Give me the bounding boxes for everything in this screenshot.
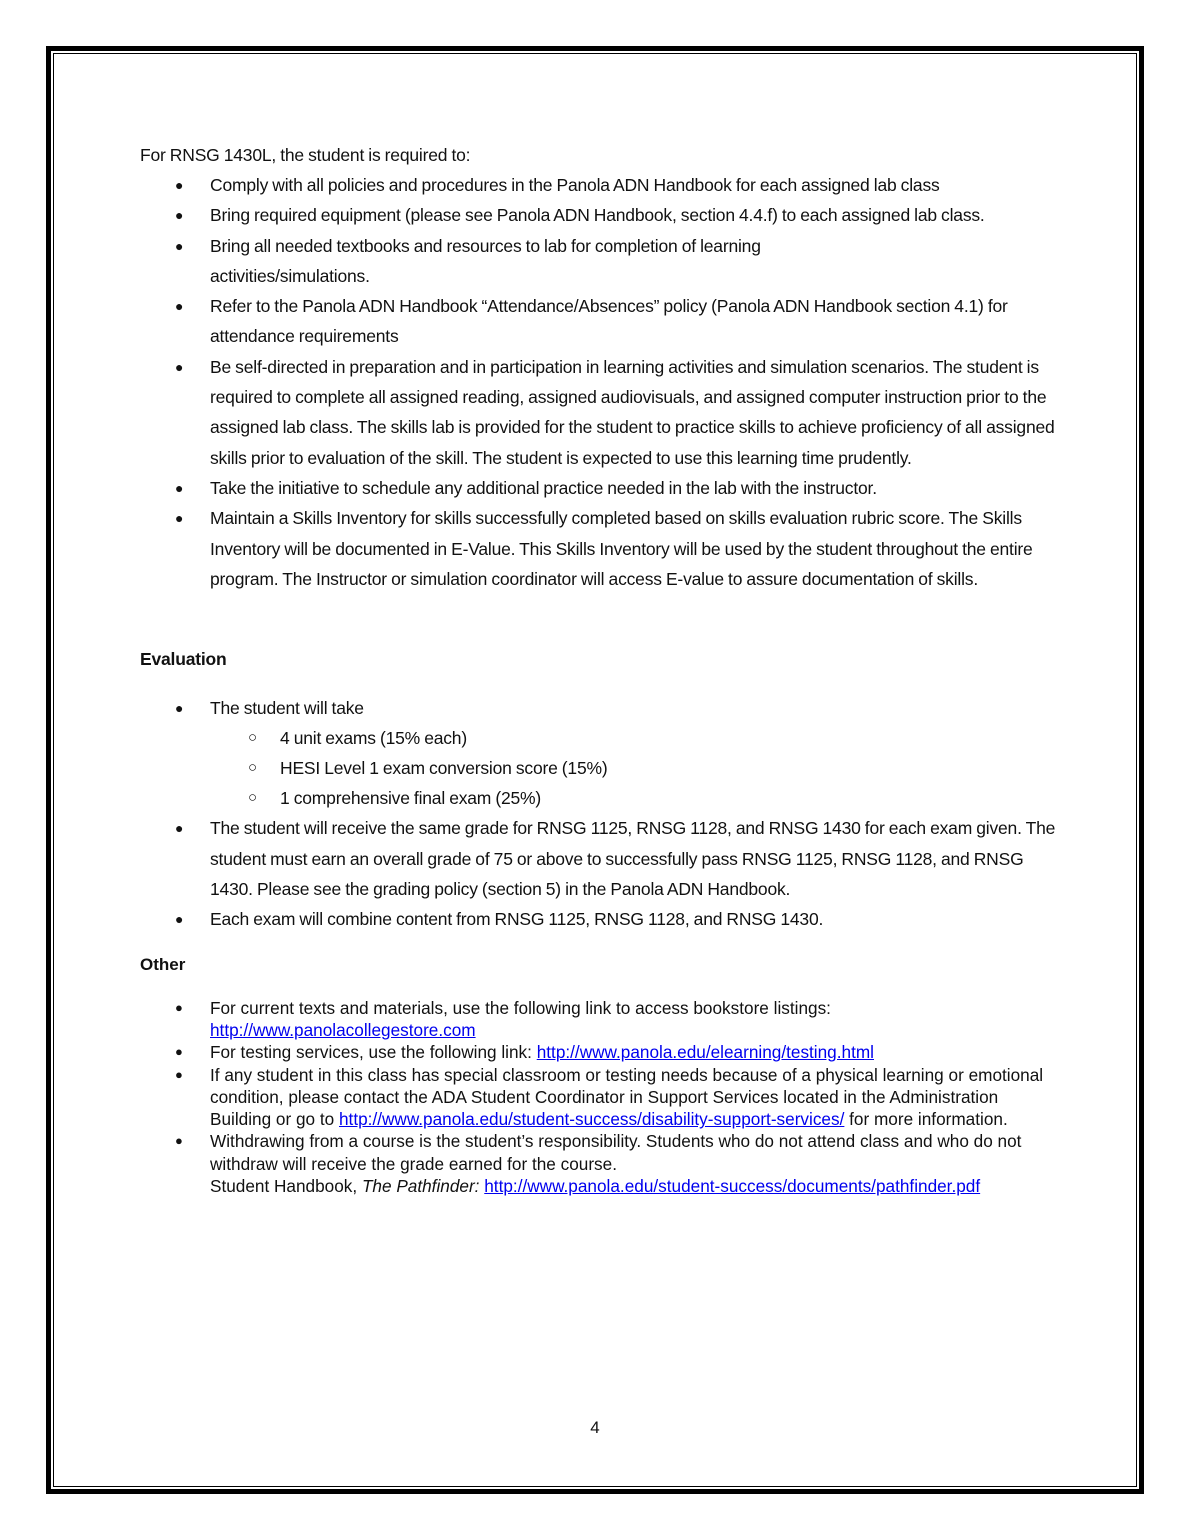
list-item: ● Each exam will combine content from RNSG 1125, RNSG 1128, and RNSG 1430.	[140, 904, 1060, 934]
testing-services-link[interactable]: http://www.panola.edu/elearning/testing.html	[536, 1042, 874, 1063]
bullet-icon: ●	[175, 999, 183, 1015]
bullet-icon: ●	[175, 1066, 183, 1082]
list-item: ● If any student in this class has special classroom or testing needs because of a physical learning or emotional condition, please contact the ADA Student Coordinator in Support Services located in the Administration Building or go to http://www.panola.edu/student-success/disability-support-services/ for more information.	[175, 1064, 1044, 1130]
evaluation-heading: Evaluation	[140, 649, 227, 670]
exam-list	[210, 723, 1060, 813]
bullet-icon: ●	[175, 700, 184, 717]
list-item: ● For testing services, use the following link: http://www.panola.edu/elearning/testing.html	[175, 1042, 874, 1063]
page-content	[140, 140, 1060, 1197]
other-list	[140, 997, 1060, 1198]
bullet-icon: ●	[175, 237, 184, 254]
bullet-icon: ●	[175, 510, 184, 527]
bullet-icon: ●	[175, 1133, 183, 1149]
list-item: ● Take the initiative to schedule any additional practice needed in the lab with the instructor.	[140, 473, 1060, 503]
evaluation-list	[140, 693, 1060, 934]
list-item: ● For current texts and materials, use the following link to access bookstore listings: http://www.panolacollegestore.com	[175, 997, 831, 1040]
page-number: 4	[590, 1418, 600, 1437]
list-item: ● Withdrawing from a course is the student’s responsibility. Students who do not attend class and who do not withdraw will receive the grade earned for the course. Student Handbook, The Pathfinder: http://www.panola.edu/student-success/documents/pathfinder.pdf	[175, 1131, 1022, 1197]
requirements-intro: For RNSG 1430L, the student is required to:	[140, 145, 471, 165]
circle-bullet-icon: ○	[248, 759, 257, 777]
bullet-icon: ●	[175, 207, 184, 224]
bullet-icon: ●	[175, 177, 184, 193]
other-heading: Other	[140, 954, 186, 974]
handbook-title: The Pathfinder:	[361, 1176, 480, 1197]
list-item: ● Be self-directed in preparation and in participation in learning activities and simulation scenarios. The student is required to complete all assigned reading, assigned audiovisuals, and assigned computer instruction prior to the assigned lab class. The skills lab is provided for the student to practice skills to achieve proficiency of all assigned skills prior to evaluation of the skill. The student is expected to use this learning time prudently.	[140, 352, 1060, 473]
list-item: ● The student will receive the same grade for RNSG 1125, RNSG 1128, and RNSG 1430 for each exam given. The student must earn an overall grade of 75 or above to successfully pass RNSG 1125, RNSG 1128, and RNSG 1430. Please see the grading policy (section 5) in the Panola ADN Handbook.	[140, 813, 1060, 904]
requirements-list	[140, 170, 1060, 594]
bookstore-link[interactable]: http://www.panolacollegestore.com	[210, 1019, 476, 1040]
list-item: ● The student will take ○ 4 unit exams (15% each) ○ HESI Level 1 exam conversion score (15%) ○ 1 comprehensive final exam (25%)	[140, 693, 1060, 813]
circle-bullet-icon: ○	[248, 789, 257, 807]
list-item: ● Maintain a Skills Inventory for skills successfully completed based on skills evaluation rubric score. The Skills Inventory will be documented in E-Value. This Skills Inventory will be used by the student throughout the entire program. The Instructor or simulation coordinator will access E-value to assure documentation of skills.	[140, 503, 1060, 594]
list-item: ● Bring required equipment (please see Panola ADN Handbook, section 4.4.f) to each assigned lab class.	[140, 200, 1060, 230]
exam-item: ○ HESI Level 1 exam conversion score (15%)	[210, 753, 1130, 783]
exam-item: ○ 4 unit exams (15% each)	[210, 723, 1130, 753]
circle-bullet-icon: ○	[248, 729, 257, 747]
list-item: ● Comply with all policies and procedures in the Panola ADN Handbook for each assigned lab class	[140, 170, 1060, 200]
bullet-icon: ●	[175, 479, 184, 496]
pathfinder-link[interactable]: http://www.panola.edu/student-success/documents/pathfinder.pdf	[484, 1176, 981, 1197]
disability-support-link[interactable]: http://www.panola.edu/student-success/disability-support-services/	[339, 1109, 845, 1130]
bullet-icon: ●	[175, 820, 184, 837]
exam-item: ○ 1 comprehensive final exam (25%)	[210, 783, 1130, 813]
list-item: ● Bring all needed textbooks and resources to lab for completion of learning activities/simulations.	[140, 231, 870, 292]
bullet-icon: ●	[175, 358, 184, 375]
list-item: ● Refer to the Panola ADN Handbook “Attendance/Absences” policy (Panola ADN Handbook section 4.1) for attendance requirements	[140, 291, 1010, 352]
bullet-icon: ●	[175, 1044, 183, 1060]
bullet-icon: ●	[175, 298, 184, 315]
bullet-icon: ●	[175, 911, 184, 928]
